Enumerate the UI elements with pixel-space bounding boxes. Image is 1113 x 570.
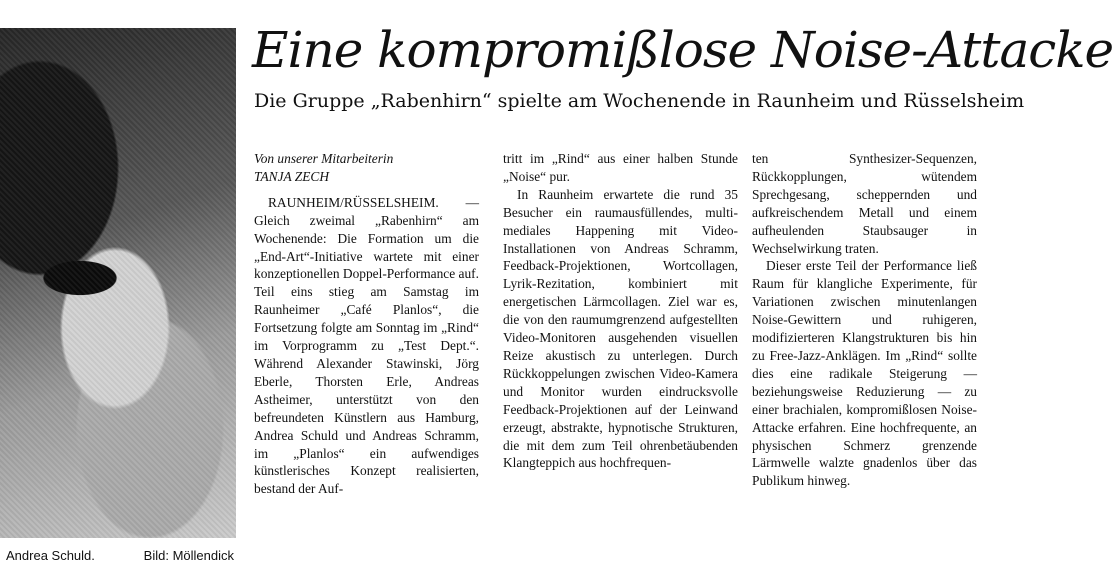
subheadline: Die Gruppe „Rabenhirn“ spielte am Wochenende in Raunheim und Rüsselsheim	[254, 90, 1025, 112]
article-paragraph: ten Synthesizer-Sequenzen, Rückkopplungen, wütendem Sprechgesang, scheppernden und aufkreischendem Metall und einem aufheulenden Staubsauger in Wechselwirkung traten.	[752, 151, 977, 256]
article-photo	[0, 28, 236, 538]
article-column-2	[503, 150, 738, 472]
byline-line-1: Von unserer Mitarbeiterin	[254, 151, 394, 166]
headline: Eine kompromißlose Noise-Attacke	[252, 21, 1113, 79]
byline-author: TANJA ZECH	[254, 168, 330, 184]
caption-name: Andrea Schuld.	[6, 548, 95, 563]
caption-credit: Bild: Möllendick	[143, 548, 234, 563]
photo-caption	[0, 548, 240, 563]
article-paragraph: tritt im „Rind“ aus einer halben Stunde „Noise“ pur.	[503, 151, 738, 184]
article-paragraph: Dieser erste Teil der Performance ließ Raum für klangliche Experimente, für Variationen zwischen minutenlangen Noise-Gewittern und ruhigeren, modifizierteren Klangstrukturen bis hin zu Free-Jazz-Anklägen. Im „Rind“ sollte dies eine radikale Steigerung — beziehungsweise Reduzierung — zu einer brachialen, kompromißlosen Noise-Attacke erfahren. Eine hochfrequente, an physischen Schmerz grenzende Lärmwelle walzte gnadenlos über das Publikum hinweg.	[752, 258, 977, 489]
article-column-3	[752, 150, 977, 490]
article-paragraph: RAUNHEIM/RÜSSELSHEIM. — Gleich zweimal „Rabenhirn“ am Wochenende: Die Formation um die „End-Art“-Initiative wartete mit einer konzeptionellen Doppel-Performance auf. Teil eins stieg am Samstag im Raunheimer „Café Planlos“, die Fortsetzung folgte am Sonntag im „Rind“ im Vorprogramm zu „Test Dept.“. Während Alexander Stawinski, Jörg Eberle, Thorsten Erle, Andreas Astheimer, unterstützt von den befreundeten Künstlern aus Hamburg, Andrea Schuld und Andreas Schramm, im „Planlos“ ein aufwendiges künstlerisches Konzept realisierten, bestand der Auf-	[254, 194, 479, 497]
article-column-1	[254, 150, 479, 498]
article-paragraph: In Raunheim erwartete die rund 35 Besucher ein raumausfüllendes, multi-mediales Happening mit Video-Installationen von Andreas Schramm, Feedback-Projektionen, Wortcollagen, Lyrik-Rezitation, kombiniert mit energetischen Lärmcollagen. Ziel war es, die von den raumumgrenzend aufgestellten Video-Monitoren ausgehenden visuellen Reize akustisch zu unterlegen. Durch Rückkoppelungen zwischen Video-Kamera und Monitor wurden eindrucksvolle Feedback-Projektionen auf der Leinwand erzeugt, abstrakte, hypnotische Strukturen, die mit dem zum Teil ohrenbetäubenden Klangteppich aus hochfrequen-	[503, 186, 738, 471]
